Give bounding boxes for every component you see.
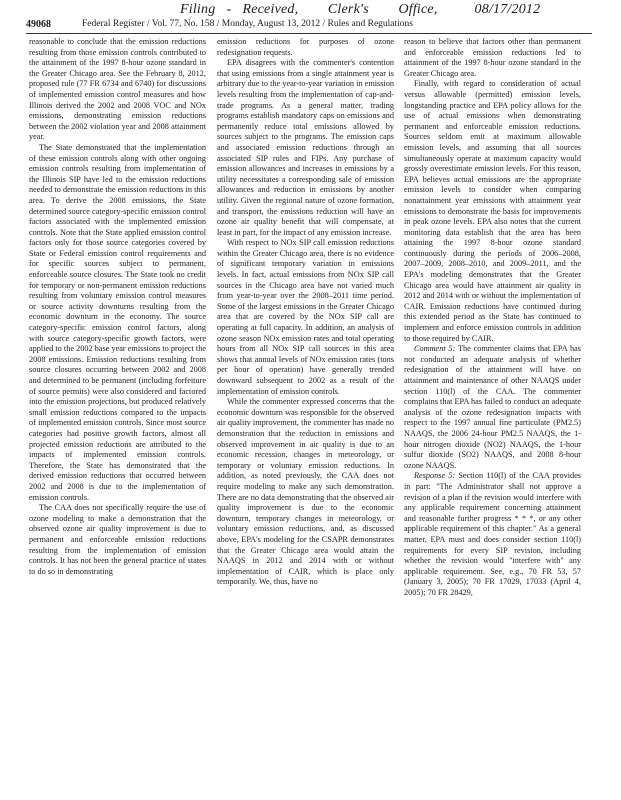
paragraph-text: With respect to NOx SIP call emission reductions within the Greater Chicago area, there is no evidence of significant temporary variation in emissions levels. In fact, actual emissions from NOx SIP call sources in the Chicago area have not varied much from year-to-year over the 2008–2011 time period. Some of the largest emissions in the Greater Chicago area that are covered by the NOx SIP call are operating at full capacity. In addition, an analysis of ozone season NOx emission rates and total operating hours from all NOx SIP call sources in this area shows that annual levels of NOx emission rates (tons per hour of operation) have generally trended downward subsequent to 2002 as a result of the implementation of emission controls. bbox=[217, 238, 394, 396]
paragraph bbox=[404, 79, 581, 344]
paragraph bbox=[217, 37, 394, 58]
paragraph-text: emission reductions for purposes of ozone redesignation requests. bbox=[217, 37, 394, 57]
paragraph-text: The CAA does not specifically require the use of ozone modeling to make a demonstration that the observed ozone air quality improvement is due to permanent and enforceable emission reductions resulting from the implementation of emission controls. It has not been the general practice of states to do so in demonstrating bbox=[29, 503, 206, 576]
header-rule bbox=[26, 33, 592, 34]
running-title: Federal Register / Vol. 77, No. 158 / Monday, August 13, 2012 / Rules and Regulations bbox=[82, 19, 413, 29]
paragraph bbox=[29, 143, 206, 503]
paragraph bbox=[29, 503, 206, 577]
paragraph-lead: Comment 5: bbox=[414, 344, 459, 354]
text-column-2 bbox=[217, 37, 394, 792]
paragraph bbox=[404, 37, 581, 79]
paragraph bbox=[217, 58, 394, 238]
text-column-1 bbox=[29, 37, 206, 792]
paragraph bbox=[217, 397, 394, 588]
paragraph-lead: Response 5: bbox=[414, 471, 459, 481]
page-header bbox=[26, 19, 592, 33]
filing-stamp: Filing - Received, Clerk's Office, 08/17/2012 bbox=[180, 2, 541, 17]
paragraph bbox=[404, 344, 581, 471]
text-column-3 bbox=[404, 37, 581, 792]
paragraph-text: The commenter claims that EPA has not conducted an adequate analysis of whether redesignation of the attainment will have on attainment and maintenance of other NAAQS under section 110(l) of the CAA. The commenter complains that EPA has failed to conduct an adequate analysis of the ozone redesignation impacts with respect to the 1997 annual fine particulate (PM2.5) NAAQS, the 2006 24-hour PM2.5 NAAQS, the 1-hour nitrogen dioxide (NO2) NAAQS, the 1-hour sulfur dioxide (SO2) NAAQS, and 2008 8-hour ozone NAAQS. bbox=[404, 344, 581, 470]
paragraph-text: reasonable to conclude that the emission reductions resulting from those emission controls contributed to the attainment of the 1997 8-hour ozone standard in the Greater Chicago area. See the February 8, 2012, proposed rule (77 FR 6734 and 6740) for discussions of implemented emission control measures and how Illinois derived the 2002 and 2008 VOC and NOx emissions, demonstrating emission reductions between the 2002 violation year and 2008 attainment year. bbox=[29, 37, 206, 142]
paragraph-text: reason to believe that factors other than permanent and enforceable emission reductions led to attainment of the 1997 8-hour ozone standard in the Greater Chicago area. bbox=[404, 37, 581, 78]
paragraph-text: Section 110(l) of the CAA provides in part: "The Administrator shall not approve a revision of a plan if the revision would interfere with any applicable requirement concerning attainment and reasonable further progress * * *, or any other applicable requirement of this chapter." As a general matter, EPA must and does consider section 110(l) requirements for every SIP revision, including whether the revision would "interfere with" any applicable requirement. See, e.g., 70 FR 53, 57 (January 3, 2005); 70 FR 17029, 17033 (April 4, 2005); 70 FR 28429, bbox=[404, 471, 581, 597]
paragraph bbox=[29, 37, 206, 143]
paragraph-text: While the commenter expressed concerns that the economic downturn was responsible for the observed air quality improvement, the commenter has made no demonstration that the reduction in emissions and observed improvement in air quality is due to an economic recession, changes in meteorology, or temporary or voluntary emission reductions. In addition, as noted previously, the CAA does not require modeling to make any such demonstration. There are no data demonstrating that the observed air quality improvement is due to the economic downturn, temporary changes in meteorology, or voluntary emission reductions, and, as discussed above, EPA's modeling for the CSAPR demonstrates that the Greater Chicago area would attain the NAAQS in 2012 and 2014 with or without implementation of CAIR, which is place only temporarily. We, thus, have no bbox=[217, 397, 394, 587]
paragraph-text: EPA disagrees with the commenter's contention that using emissions from a single attainment year is arbitrary due to the year-to-year variation in emission levels resulting from the implementation of cap-and-trade programs. As a general matter, trading programs establish mandatory caps on emissions and permanently reduce total emissions allowed by sources subject to the programs. The emission caps and associated emission reductions through an associated SIP rules and FIPs. Any purchase of emission allowances and increases in emissions by a utility necessitates a corresponding sale of emission allowances and reduction in emissions by another utility. Given the regional nature of ozone formation, and transport, the emissions reduction will have an ozone air quality benefit that will compensate, at least in part, for the impact of any emission increase. bbox=[217, 58, 394, 237]
paragraph bbox=[217, 238, 394, 397]
page-number: 49068 bbox=[26, 19, 51, 30]
paragraph-text: The State demonstrated that the implementation of these emission controls along with other ongoing emission controls resulting from implementation of the Illinois SIP have led to the emission reductions needed to demonstrate the emission reductions in this area. To derive the 2008 emissions, the State determined source category-specific emission control factors associated with the implemented emission controls. Note that the State applied emission control factors only for those source categories covered by State or Federal emission control requirements and for specific sources subject to permanent, enforceable source closures. The State took no credit for temporary or non-permanent emission reductions resulting from voluntary emission control measures or source activity downturns resulting from the economic downturn in the economy. The source category-specific emission control factors, along with source category-specific growth factors, were applied to the 2002 base year emissions to project the 2008 emissions. Emission reductions resulting from source closures occurring between 2002 and 2008 and determined to be permanent (including forfeiture of source permits) were also considered and factored into the emission projections, but produced relatively small emission reductions compared to the impacts of implemented emission controls. Since most source categories had positive growth factors, almost all projected emission reductions are attributed to the impacts of implemented emission controls. Therefore, the State has demonstrated that the derived emission reductions that occurred between 2002 and 2008 is due to the implementation of emission controls. bbox=[29, 142, 206, 502]
paragraph-text: Finally, with regard to consideration of actual versus allowable (permitted) emission levels, longstanding practice and EPA policy allows for the use of actual emissions when demonstrating permanent and enforceable emission reductions. Sources seldom emit at maximum allowable emission levels, and assuming that all sources simultaneously operate at maximum capacity would grossly overestimate emission levels. For this reason, EPA believes actual emissions are the appropriate emission levels to consider when comparing nonattainment year emissions with attainment year emissions to demonstrate the basis for improvements in peak ozone levels. EPA also notes that the current monitoring data establish that the area has been attaining the 1997 8-hour ozone standard continuously during the periods of 2006–2008, 2007–2009, 2008–2010, and 2009–2011, and the EPA's modeling demonstrates that the Greater Chicago area would have attainment air quality in 2012 and 2014 with or without the implementation of CAIR. Emission reductions have continued during this extended period as the State has continued to implement and enforce emission controls in addition to those required by CAIR. bbox=[404, 79, 581, 343]
paragraph bbox=[404, 471, 581, 598]
